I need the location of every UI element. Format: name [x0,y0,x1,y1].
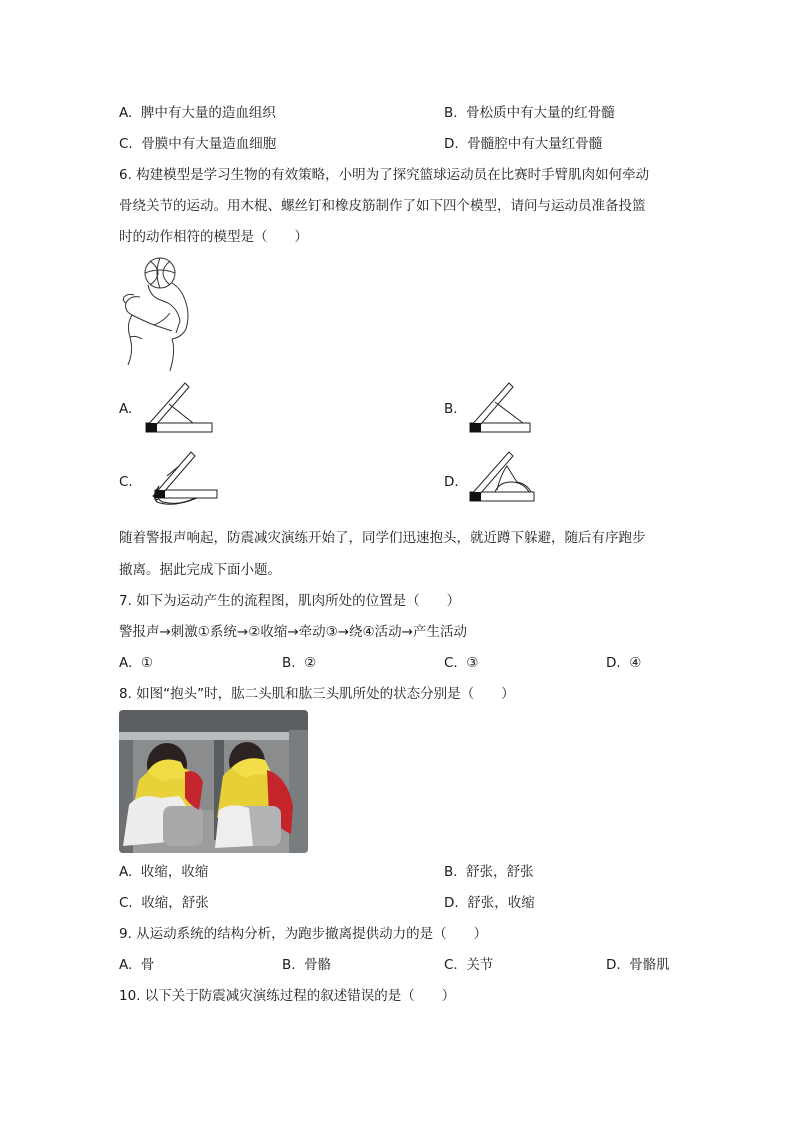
q5-option-c: C. 骨膜中有大量造血细胞 [119,136,277,152]
q8-option-a: A. 收缩，收缩 [119,864,209,880]
basketball-player-sketch [120,255,205,375]
q7-stem: 7. 如下为运动产生的流程图，肌肉所处的位置是（ ） [119,593,461,609]
q7-option-d: D. ④ [606,655,642,671]
q7-flowchart-text: 警报声→刺激①系统→②收缩→牵动③→绕④活动→产生活动 [119,624,467,640]
scenario-line1: 随着警报声响起，防震减灾演练开始了，同学们迅速抱头，就近蹲下躲避，随后有序跑步 [119,530,646,546]
q6-label-b: B. [444,401,458,417]
q8-stem: 8. 如图“抱头”时，肱二头肌和肱三头肌所处的状态分别是（ ） [119,686,515,702]
q6-label-d: D. [444,474,459,490]
q6-label-a: A. [119,401,133,417]
q6-stem-line3: 时的动作相符的模型是（ ） [119,229,308,245]
q5-option-d: D. 骨髓腔中有大量红骨髓 [444,136,603,152]
q7-option-b: B. ② [282,655,317,671]
q9-stem: 9. 从运动系统的结构分析，为跑步撤离提供动力的是（ ） [119,926,488,942]
q8-option-c: C. 收缩，舒张 [119,895,209,911]
q6-stem-line1: 6. 构建模型是学习生物的有效策略，小明为了探究篮球运动员在比赛时手臂肌肉如何牵动 [119,167,650,183]
q5-option-b: B. 骨松质中有大量的红骨髓 [444,105,615,121]
model-c-diagram [143,452,223,508]
scenario-line2: 撤离。据此完成下面小题。 [119,562,281,578]
q8-option-d: D. 舒张，收缩 [444,895,535,911]
model-b-diagram [467,383,539,437]
students-drill-photo [119,710,308,853]
q10-stem: 10. 以下关于防震减灾演练过程的叙述错误的是（ ） [119,988,456,1004]
q9-option-a: A. 骨 [119,957,155,973]
q5-option-a: A. 脾中有大量的造血组织 [119,105,276,121]
drill-photo-illustration [119,710,308,853]
q6-stem-line2: 骨绕关节的运动。用木棍、螺丝钉和橡皮筋制作了如下四个模型，请问与运动员准备投篮 [119,198,646,214]
q9-option-c: C. 关节 [444,957,494,973]
q7-option-a: A. ① [119,655,153,671]
q6-label-c: C. [119,474,133,490]
q9-option-b: B. 骨骼 [282,957,332,973]
q8-option-b: B. 舒张，舒张 [444,864,534,880]
q7-option-c: C. ③ [444,655,479,671]
model-d-diagram [467,452,539,508]
q9-option-d: D. 骨骼肌 [606,957,670,973]
model-a-diagram [143,383,215,437]
